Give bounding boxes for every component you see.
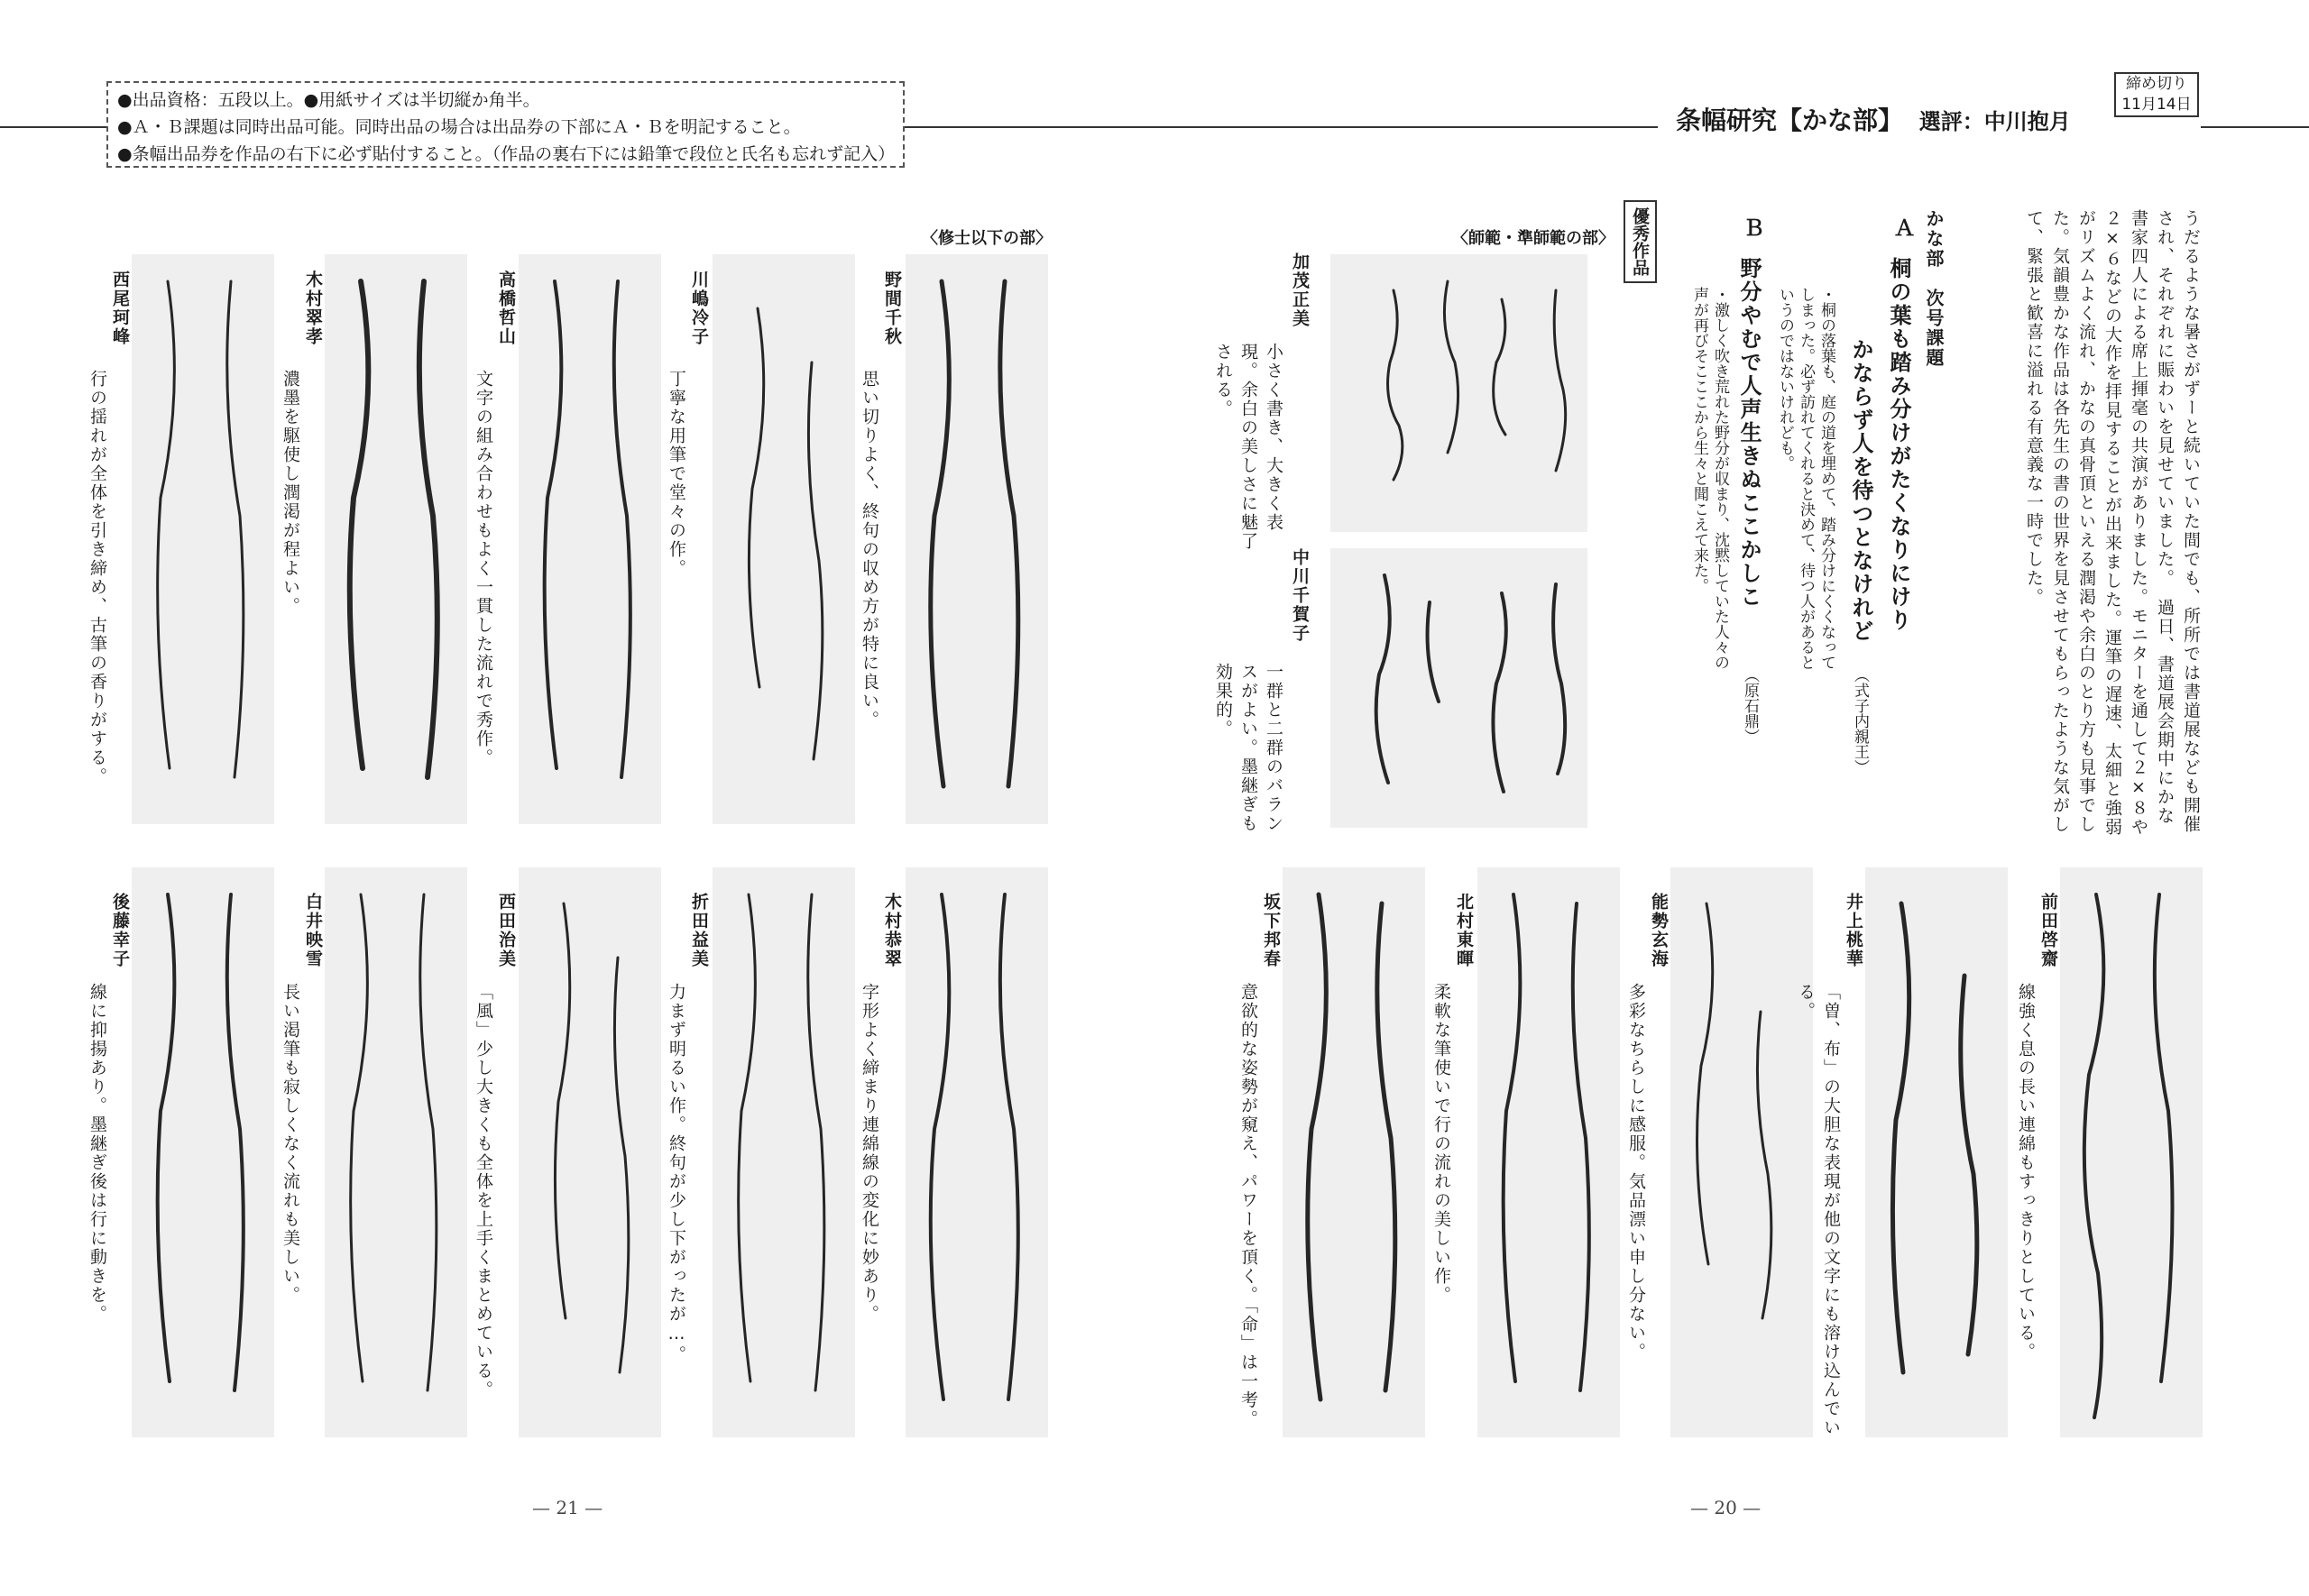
judge-comment: 濃墨を駆使し潤渇が程よい。 — [281, 370, 300, 616]
calligraphy-work — [713, 254, 855, 824]
calligraphy-work — [132, 867, 274, 1437]
judge-comment: 文字の組み合わせもよく一貫した流れで秀作。 — [474, 370, 493, 767]
author-name: 西尾珂峰 — [110, 271, 130, 346]
judge-comment: 行の揺れが全体を引き締め、古筆の香りがする。 — [87, 370, 107, 786]
calligraphy-work — [713, 867, 855, 1437]
calligraphy-work — [325, 867, 467, 1437]
excellent-works-tag: 優秀作品 — [1624, 200, 1657, 283]
judge-comment: 多彩なちらしに感服。気品漂い申し分ない。 — [1626, 983, 1646, 1362]
brush-strokes — [325, 867, 467, 1437]
calligraphy-work — [1670, 867, 1813, 1437]
brush-strokes — [713, 867, 855, 1437]
author-name: 北村東暉 — [1454, 893, 1474, 968]
section-master: 〈師範・準師範の部〉 — [1452, 229, 1614, 248]
task-a-note: ・桐の落葉も、庭の道を埋めて、踏み分けにくくなってしまった。必ず訪れてくれると決めて、待つ人があるというのではないけれども。 — [1776, 287, 1835, 670]
brush-strokes — [132, 867, 274, 1437]
task-b-line1: 野分やむで人声生きぬここかしこ — [1736, 257, 1762, 609]
author-name: 白井映雪 — [303, 893, 323, 968]
calligraphy-work — [1283, 867, 1425, 1437]
calligraphy-work — [1865, 867, 2008, 1437]
page-number-right: — 20 — — [1690, 1497, 1762, 1518]
judge-comment: 字形よく締まり連綿線の変化に妙あり。 — [860, 983, 879, 1324]
judge-comment: 柔軟な筆使いで行の流れの美しい作。 — [1431, 983, 1451, 1305]
calligraphy-work — [132, 254, 274, 824]
judge-comment: 「曽、布」の大胆な表現が他の文字にも溶け込んでいる。 — [1796, 983, 1841, 1437]
brush-strokes — [906, 254, 1048, 824]
calligraphy-work — [1477, 867, 1620, 1437]
judge-comment: 意欲的な姿勢が窺え、パワーを頂く。「命」は一考。 — [1238, 983, 1258, 1429]
deadline-date: 11月14日 — [2121, 96, 2192, 114]
author-name: 前田啓齋 — [2038, 893, 2058, 968]
author-name: 川嶋冷子 — [689, 271, 709, 346]
author-name: 能勢玄海 — [1649, 893, 1669, 968]
judge-comment: 丁寧な用筆で堂々の作。 — [667, 370, 686, 578]
task-a-line2: かならず人を待つとなけれど — [1848, 338, 1873, 643]
judge-comment: 思い切りよく、終句の収め方が特に良い。 — [860, 370, 879, 729]
selector-name: 選評：中川抱月 — [1918, 109, 2071, 134]
brush-strokes — [1330, 254, 1587, 532]
calligraphy-work — [2060, 867, 2203, 1437]
calligraphy-work — [325, 254, 467, 824]
author-name: 西田治美 — [496, 893, 516, 968]
author-name: 後藤幸子 — [110, 893, 130, 968]
author-name: 野間千秋 — [882, 271, 902, 346]
notice-line: ●Ａ・Ｂ課題は同時出品可能。同時出品の場合は出品券の下部にＡ・Ｂを明記すること。 — [117, 117, 801, 137]
author-name: 折田益美 — [689, 893, 709, 968]
brush-strokes — [132, 254, 274, 824]
task-b-note: ・激しく吹き荒れた野分が収まり、沈黙していた人々の声が再びそこここから生々と聞こえて来た。 — [1690, 287, 1729, 670]
author-name: 木村翠孝 — [303, 271, 323, 346]
brush-strokes — [519, 867, 661, 1437]
next-task-heading: かな部 次号課題 — [1923, 209, 1945, 368]
brush-strokes — [906, 867, 1048, 1437]
brush-strokes — [1283, 867, 1425, 1437]
task-b-label: Ｂ — [1739, 216, 1764, 238]
brush-strokes — [1670, 867, 1813, 1437]
brush-strokes — [325, 254, 467, 824]
task-a-line1: 桐の葉も踏み分けがたくなりにけり — [1886, 257, 1911, 632]
author-name: 中川千賀子 — [1290, 548, 1310, 643]
brush-strokes — [519, 254, 661, 824]
page-number-left: — 21 — — [532, 1497, 603, 1518]
author-name: 坂下邦春 — [1261, 893, 1281, 968]
brush-strokes — [1330, 548, 1587, 828]
judge-comment: 長い渇筆も寂しくなく流れも美しい。 — [281, 983, 300, 1305]
notice-line: ●出品資格：五段以上。●用紙サイズは半切縦か角半。 — [117, 90, 540, 110]
calligraphy-work — [906, 254, 1048, 824]
title-text: 条幅研究【かな部】 — [1676, 105, 1904, 135]
calligraphy-work — [1330, 548, 1587, 828]
task-a-label: Ａ — [1890, 216, 1915, 238]
judge-comment: 「風」少し大きくも全体を上手くまとめている。 — [474, 983, 493, 1399]
task-a-author: （式子内親王） — [1851, 667, 1869, 775]
brush-strokes — [1865, 867, 2008, 1437]
intro-paragraph: うだるような暑さがずーと続いていた間でも、所所では書道展なども開催され、それぞれに賑わいを見せていました。 過日、書道展会期中にかな書家四人による席上揮毫の共演がありました。モニターを通して２×８や２×６などの大作を拝見することが出来ました。運筆の遅速、太細と強弱がリズムよく流れ、かなの真骨頂といえる潤渇や余白のとり方も見事でした。気韻豊かな作品は各先生の書の世界を見させてもらったような気がして、緊張と歓喜に溢れる有意義な一時でした。 — [2024, 209, 2201, 837]
submission-notice — [106, 81, 905, 168]
calligraphy-work — [519, 254, 661, 824]
calligraphy-work — [906, 867, 1048, 1437]
notice-line: ●条幅出品券を作品の右下に必ず貼付すること。（作品の裏右下には鉛筆で段位と氏名も忘れず記入） — [117, 144, 896, 164]
author-name: 加茂正美 — [1290, 252, 1310, 328]
judge-comment: 線に抑揚あり。墨継ぎ後は行に動きを。 — [87, 983, 107, 1324]
author-name: 高橋哲山 — [496, 271, 516, 346]
judge-comment: 力まず明るい作。終句が少し下がったが…。 — [667, 983, 686, 1364]
calligraphy-work — [1330, 254, 1587, 532]
calligraphy-work — [519, 867, 661, 1437]
author-name: 木村恭翠 — [882, 893, 902, 968]
judge-comment: 小さく書き、大きく表現。余白の美しさに魅了される。 — [1213, 343, 1283, 551]
judge-comment: 線強く息の長い連綿もすっきりとしている。 — [2016, 983, 2036, 1362]
judge-comment: 一群と二群のバランスがよい。墨継ぎも効果的。 — [1213, 663, 1283, 833]
task-b-author: （原石鼎） — [1741, 667, 1759, 744]
brush-strokes — [2060, 867, 2203, 1437]
brush-strokes — [713, 254, 855, 824]
deadline-label: 締め切り — [2126, 75, 2187, 93]
brush-strokes — [1477, 867, 1620, 1437]
author-name: 井上桃華 — [1844, 893, 1863, 968]
page-title — [1676, 101, 2071, 137]
section-under: 〈修士以下の部〉 — [922, 229, 1052, 248]
deadline-box — [2114, 72, 2199, 117]
